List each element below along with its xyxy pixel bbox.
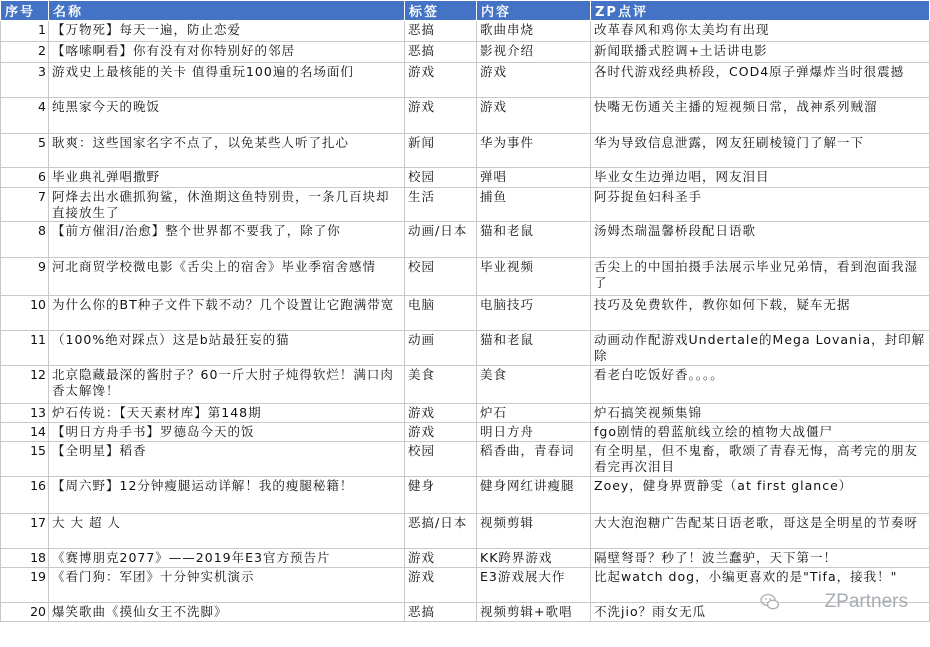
table-row	[1, 134, 930, 168]
row-review: Zoey，健身界贾静雯（at first glance）	[591, 477, 930, 514]
table-row	[1, 477, 930, 514]
row-number: 2	[1, 42, 49, 63]
row-name: 《赛博朋克2077》——2019年E3官方预告片	[49, 549, 405, 568]
header-tag: 标签	[405, 1, 477, 21]
table-row	[1, 423, 930, 442]
row-number: 5	[1, 134, 49, 168]
row-content: KK跨界游戏	[477, 549, 591, 568]
row-name: 为什么你的BT种子文件下载不动？几个设置让它跑满带宽	[49, 296, 405, 331]
row-tag: 动画/日本	[405, 222, 477, 258]
row-review: 汤姆杰瑞温馨桥段配日语歌	[591, 222, 930, 258]
row-content: 捕鱼	[477, 188, 591, 222]
row-name: 北京隐藏最深的酱肘子？60一斤大肘子炖得软烂！满口肉香太解馋！	[49, 366, 405, 404]
row-name: 《看门狗：军团》十分钟实机演示	[49, 568, 405, 603]
row-content: 炉石	[477, 404, 591, 423]
row-tag: 恶搞	[405, 603, 477, 622]
row-review: 技巧及免费软件，教你如何下载，疑车无据	[591, 296, 930, 331]
row-review: 大大泡泡糖广告配某日语老歌，哥这是全明星的节奏呀	[591, 514, 930, 549]
table-row	[1, 404, 930, 423]
row-tag: 游戏	[405, 98, 477, 134]
row-tag: 生活	[405, 188, 477, 222]
row-review: 炉石搞笑视频集锦	[591, 404, 930, 423]
row-number: 15	[1, 442, 49, 477]
row-tag: 新闻	[405, 134, 477, 168]
row-number: 14	[1, 423, 49, 442]
row-review: 不洗jio？雨女无瓜	[591, 603, 930, 622]
row-review: 快嘴无伤通关主播的短视频日常，战神系列贼溜	[591, 98, 930, 134]
table-row	[1, 549, 930, 568]
row-name: 河北商贸学校微电影《舌尖上的宿舍》毕业季宿舍感情	[49, 258, 405, 296]
row-content: 游戏	[477, 98, 591, 134]
row-tag: 校园	[405, 442, 477, 477]
row-content: 稻香曲，青春词	[477, 442, 591, 477]
row-number: 7	[1, 188, 49, 222]
row-number: 6	[1, 168, 49, 188]
row-content: 影视介绍	[477, 42, 591, 63]
row-review: 隔壁弩哥？秒了！波兰蠢驴，天下第一！	[591, 549, 930, 568]
row-review: 改革春风和鸡你太美均有出现	[591, 21, 930, 42]
row-tag: 电脑	[405, 296, 477, 331]
table-row	[1, 222, 930, 258]
table-row	[1, 331, 930, 366]
row-name: 炉石传说：【天天素材库】第148期	[49, 404, 405, 423]
row-number: 12	[1, 366, 49, 404]
row-tag: 游戏	[405, 404, 477, 423]
row-number: 1	[1, 21, 49, 42]
row-name: 阿烽去出水礁抓狗鲨，休渔期这鱼特别贵，一条几百块却直接放生了	[49, 188, 405, 222]
table-row	[1, 568, 930, 603]
row-content: 弹唱	[477, 168, 591, 188]
row-number: 8	[1, 222, 49, 258]
row-tag: 动画	[405, 331, 477, 366]
row-tag: 游戏	[405, 549, 477, 568]
header-row	[1, 1, 930, 21]
row-content: 毕业视频	[477, 258, 591, 296]
row-name: 游戏史上最核能的关卡 值得重玩100遍的名场面们	[49, 63, 405, 98]
row-name: 耿爽：这些国家名字不点了，以免某些人听了扎心	[49, 134, 405, 168]
row-review: 新闻联播式腔调+土话讲电影	[591, 42, 930, 63]
table-row	[1, 442, 930, 477]
row-tag: 恶搞	[405, 21, 477, 42]
row-number: 13	[1, 404, 49, 423]
row-content: 明日方舟	[477, 423, 591, 442]
row-number: 9	[1, 258, 49, 296]
row-review: 毕业女生边弹边唱，网友泪目	[591, 168, 930, 188]
row-tag: 校园	[405, 258, 477, 296]
row-number: 11	[1, 331, 49, 366]
row-tag: 健身	[405, 477, 477, 514]
table-row	[1, 296, 930, 331]
row-number: 17	[1, 514, 49, 549]
row-name: 【全明星】稻香	[49, 442, 405, 477]
row-tag: 恶搞/日本	[405, 514, 477, 549]
row-review: 比起watch dog，小编更喜欢的是"Tifa，接我！"	[591, 568, 930, 603]
row-content: 健身网红讲瘦腿	[477, 477, 591, 514]
row-name: 纯黑家今天的晚饭	[49, 98, 405, 134]
row-tag: 游戏	[405, 423, 477, 442]
row-name: 毕业典礼弹唱撒野	[49, 168, 405, 188]
row-content: 视频剪辑	[477, 514, 591, 549]
row-name: 【明日方舟手书】罗德岛今天的饭	[49, 423, 405, 442]
row-name: 爆笑歌曲《摸仙女王不洗脚》	[49, 603, 405, 622]
row-content: 猫和老鼠	[477, 331, 591, 366]
row-number: 19	[1, 568, 49, 603]
row-tag: 游戏	[405, 568, 477, 603]
row-review: 华为导致信息泄露，网友狂刷棱镜门了解一下	[591, 134, 930, 168]
row-tag: 游戏	[405, 63, 477, 98]
row-content: 华为事件	[477, 134, 591, 168]
row-content: E3游戏展大作	[477, 568, 591, 603]
row-number: 18	[1, 549, 49, 568]
row-tag: 恶搞	[405, 42, 477, 63]
row-number: 3	[1, 63, 49, 98]
row-review: 动画动作配游戏Undertale的Mega Lovania，封印解除	[591, 331, 930, 366]
header-name: 名称	[49, 1, 405, 21]
row-name: （100%绝对踩点）这是b站最狂妄的猫	[49, 331, 405, 366]
row-content: 歌曲串烧	[477, 21, 591, 42]
row-number: 16	[1, 477, 49, 514]
table-row	[1, 514, 930, 549]
row-review: 舌尖上的中国拍摄手法展示毕业兄弟情，看到泡面我湿了	[591, 258, 930, 296]
row-review: 各时代游戏经典桥段，COD4原子弹爆炸当时很震撼	[591, 63, 930, 98]
row-name: 大 大 超 人	[49, 514, 405, 549]
row-tag: 美食	[405, 366, 477, 404]
row-review: 阿芬捉鱼妇科圣手	[591, 188, 930, 222]
header-content: 内容	[477, 1, 591, 21]
row-name: 【万物死】每天一遍，防止恋爱	[49, 21, 405, 42]
row-review: 有全明星，但不鬼畜，歌颂了青春无悔，高考完的朋友看完再次泪目	[591, 442, 930, 477]
row-review: fgo剧情的碧蓝航线立绘的植物大战僵尸	[591, 423, 930, 442]
row-number: 10	[1, 296, 49, 331]
table-row	[1, 258, 930, 296]
row-name: 【喀嗦啊看】你有没有对你特别好的邻居	[49, 42, 405, 63]
row-content: 美食	[477, 366, 591, 404]
wechat-bubble-icon	[760, 592, 780, 612]
watermark-text: ZPartners	[824, 591, 908, 612]
row-content: 猫和老鼠	[477, 222, 591, 258]
row-content: 游戏	[477, 63, 591, 98]
table-row	[1, 188, 930, 222]
table-row	[1, 42, 930, 63]
row-content: 视频剪辑+歌唱	[477, 603, 591, 622]
row-number: 4	[1, 98, 49, 134]
row-content: 电脑技巧	[477, 296, 591, 331]
table-row	[1, 168, 930, 188]
row-review: 看老白吃饭好香。。。。	[591, 366, 930, 404]
table-row	[1, 63, 930, 98]
header-number: 序号	[1, 1, 49, 21]
table-row	[1, 98, 930, 134]
table-row	[1, 21, 930, 42]
row-tag: 校园	[405, 168, 477, 188]
row-number: 20	[1, 603, 49, 622]
table-row	[1, 603, 930, 622]
row-name: 【周六野】12分钟瘦腿运动详解！我的瘦腿秘籍！	[49, 477, 405, 514]
header-review: ZP点评	[591, 1, 930, 21]
row-name: 【前方催泪/治愈】整个世界都不要我了，除了你	[49, 222, 405, 258]
table-row	[1, 366, 930, 404]
